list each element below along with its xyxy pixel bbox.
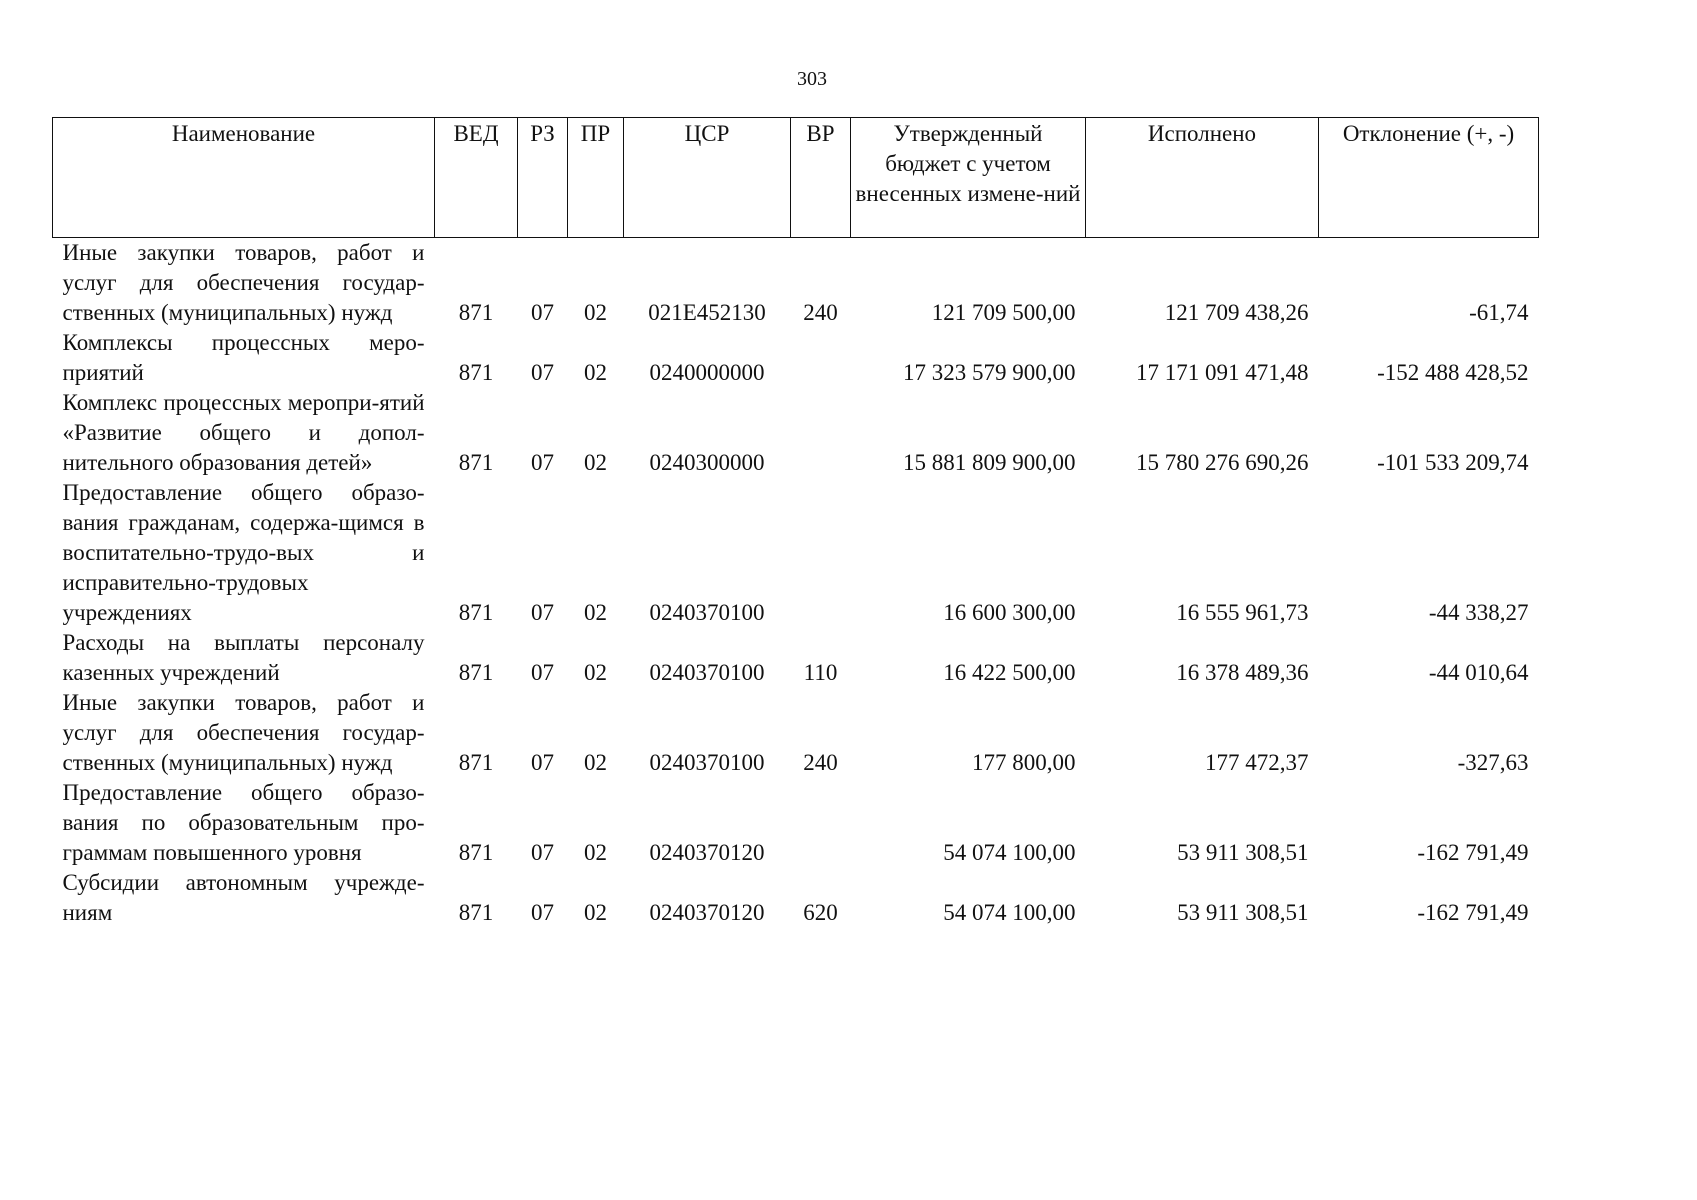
row-pr: 02	[584, 300, 607, 325]
header-rz: РЗ	[518, 118, 568, 238]
header-executed: Исполнено	[1086, 118, 1319, 238]
row-approved: 177 800,00	[972, 750, 1076, 775]
page-number: 303	[797, 68, 827, 90]
row-name: Предоставление общего образо-вания по образовательным про-граммам повышенного уровня	[62, 780, 425, 865]
row-executed: 53 911 308,51	[1177, 840, 1309, 865]
row-ved: 871	[458, 360, 494, 385]
row-ved: 871	[458, 600, 494, 625]
row-pr: 02	[584, 450, 607, 475]
row-pr: 02	[584, 750, 607, 775]
row-csr: 0240370100	[649, 660, 765, 685]
row-approved: 16 422 500,00	[943, 660, 1076, 685]
row-deviation: -61,74	[1469, 300, 1529, 325]
row-deviation: -162 791,49	[1417, 840, 1529, 865]
row-name: Иные закупки товаров, работ и услуг для обеспечения государ-ственных (муниципальных) нужд	[62, 240, 425, 325]
row-pr: 02	[584, 360, 607, 385]
row-name: Комплекс процессных меропри-ятий «Развитие общего и допол-нительного образования детей»	[62, 390, 425, 475]
row-executed: 121 709 438,26	[1164, 300, 1309, 325]
row-executed: 15 780 276 690,26	[1136, 450, 1309, 475]
row-ved: 871	[458, 900, 494, 925]
row-rz: 07	[531, 360, 554, 385]
row-csr: 0240370120	[649, 900, 765, 925]
row-approved: 54 074 100,00	[943, 900, 1076, 925]
row-pr: 02	[584, 600, 607, 625]
row-rz: 07	[531, 660, 554, 685]
row-approved: 17 323 579 900,00	[903, 360, 1076, 385]
row-approved: 121 709 500,00	[931, 300, 1076, 325]
row-name: Субсидии автономным учрежде-ниям	[62, 870, 425, 925]
row-ved: 871	[458, 750, 494, 775]
table-header	[53, 118, 1539, 238]
row-vr: 240	[803, 750, 838, 775]
table-row	[53, 778, 1539, 868]
header-ved: ВЕД	[435, 118, 518, 238]
row-name: Комплексы процессных меро-приятий	[62, 330, 425, 385]
row-rz: 07	[531, 750, 554, 775]
row-csr: 0240370100	[649, 600, 765, 625]
row-vr: 620	[803, 900, 838, 925]
row-vr	[791, 388, 851, 478]
header-approved: Утвержденный бюджет с учетом внесенных измене-ний	[851, 118, 1086, 238]
row-deviation: -162 791,49	[1417, 900, 1529, 925]
table-body	[53, 238, 1539, 929]
row-vr	[791, 778, 851, 868]
row-vr	[791, 478, 851, 628]
row-pr: 02	[584, 840, 607, 865]
table-row	[53, 688, 1539, 778]
row-csr: 0240300000	[649, 450, 765, 475]
row-ved: 871	[458, 300, 494, 325]
row-pr: 02	[584, 660, 607, 685]
row-rz: 07	[531, 300, 554, 325]
row-approved: 54 074 100,00	[943, 840, 1076, 865]
row-executed: 53 911 308,51	[1177, 900, 1309, 925]
row-deviation: -101 533 209,74	[1377, 450, 1529, 475]
row-executed: 17 171 091 471,48	[1136, 360, 1309, 385]
row-csr: 0240370120	[649, 840, 765, 865]
row-executed: 16 378 489,36	[1176, 660, 1309, 685]
table-row	[53, 388, 1539, 478]
row-rz: 07	[531, 840, 554, 865]
header-name: Наименование	[53, 118, 435, 238]
row-ved: 871	[458, 840, 494, 865]
row-csr: 0240370100	[649, 750, 765, 775]
row-rz: 07	[531, 450, 554, 475]
row-name: Расходы на выплаты персоналу казенных учреждений	[62, 630, 425, 685]
row-approved: 16 600 300,00	[943, 600, 1076, 625]
table-row	[53, 478, 1539, 628]
table-row	[53, 628, 1539, 688]
row-vr: 110	[803, 660, 838, 685]
row-rz: 07	[531, 600, 554, 625]
budget-table	[52, 117, 1539, 928]
header-deviation: Отклонение (+, -)	[1319, 118, 1539, 238]
row-executed: 16 555 961,73	[1176, 600, 1309, 625]
table-row	[53, 868, 1539, 928]
row-pr: 02	[584, 900, 607, 925]
row-deviation: -44 010,64	[1428, 660, 1529, 685]
row-ved: 871	[458, 660, 494, 685]
row-vr	[791, 328, 851, 388]
row-name: Иные закупки товаров, работ и услуг для обеспечения государ-ственных (муниципальных) нужд	[62, 690, 425, 775]
row-csr: 021Е452130	[648, 300, 766, 325]
row-vr: 240	[803, 300, 838, 325]
table-row	[53, 328, 1539, 388]
row-deviation: -44 338,27	[1428, 600, 1529, 625]
header-csr: ЦСР	[624, 118, 791, 238]
row-approved: 15 881 809 900,00	[903, 450, 1076, 475]
row-rz: 07	[531, 900, 554, 925]
header-vr: ВР	[791, 118, 851, 238]
table-row	[53, 238, 1539, 329]
row-deviation: -327,63	[1457, 750, 1529, 775]
row-executed: 177 472,37	[1205, 750, 1309, 775]
row-csr: 0240000000	[649, 360, 765, 385]
header-pr: ПР	[568, 118, 624, 238]
row-ved: 871	[458, 450, 494, 475]
row-deviation: -152 488 428,52	[1377, 360, 1529, 385]
row-name: Предоставление общего образо-вания гражданам, содержа-щимся в воспитательно-трудо-вых и исправительно-трудовых учреждениях	[62, 480, 425, 625]
